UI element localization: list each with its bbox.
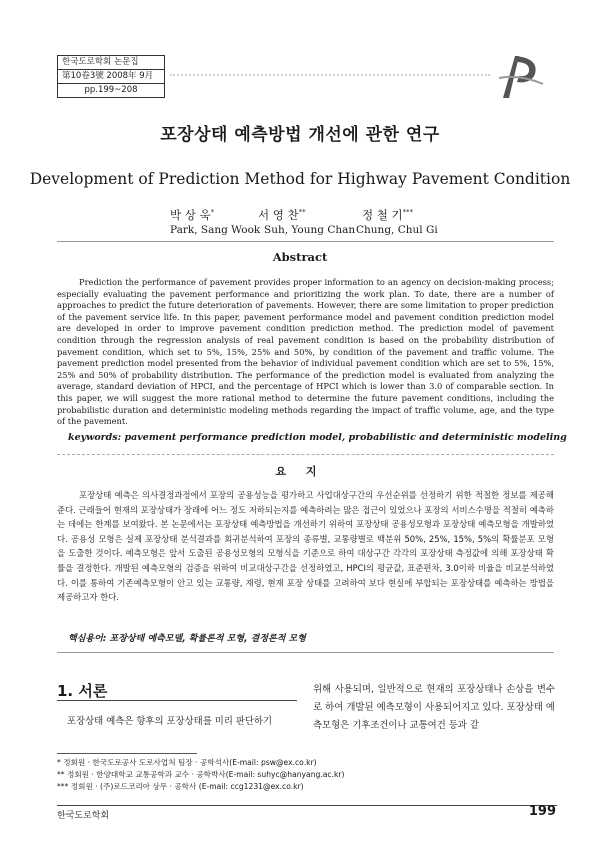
title-english: Development of Prediction Method for Highway Pavement Condition	[29, 170, 571, 188]
journal-issue: 第10卷3號 2008年 9月	[58, 70, 164, 84]
author-2-en: Suh, Young Chan	[264, 224, 356, 236]
footer-rule	[57, 805, 557, 806]
author-3-en: Chung, Chul Gi	[356, 224, 438, 236]
title-korean: 포장상태 예측방법 개선에 관한 연구	[160, 125, 440, 145]
author-2-ko: 서 영 찬**	[258, 208, 306, 222]
keywords: keywords: pavement performance prediction model, probabilistic and deterministic modeling	[68, 432, 567, 443]
journal-info-box	[57, 55, 165, 98]
abstract-text: Prediction the performance of pavement provides proper information to an agency on decision-making process; especially evaluating the pavement performance and prioritizing the work plan. To date, there are a number of approaches to predict the future deterioration of pavements. However, there are some limitation to proper prediction of the pavement service life. In this paper, pavement performance model and pavement condition prediction model are developed in order to improve pavement condition prediction method. The prediction model of pavement condition through the regression analysis of real pavement condition is based on the probability distribution of pavement condition, which set to 5%, 15%, 25% and 50%, by condition of the pavement and traffic volume. The pavement prediction model presented from the behavior of individual pavement condition which are set to 5%, 15%, 25% and 50% of probability distribution. The performance of the prediction model is evaluated from analyzing the average, standard deviation of HPCI, and the percentage of HPCI which is lower than 3.0 of comparable section. In this paper, we will suggest the more rational method to determine the future pavement conditions, including the probabilistic duration and deterministic modeling methods regarding the impact of traffic volume, age, and the type of the pavement.	[57, 277, 554, 427]
divider	[57, 652, 554, 653]
footnote-rule	[57, 753, 197, 754]
journal-pages: pp.199~208	[84, 85, 138, 95]
footnote-1: * 정회원 · 한국도로공사 도로사업처 팀장 · 공학석사(E-mail: psw@ex.co.kr)	[57, 758, 317, 767]
korean-abstract-text: 포장상태 예측은 의사결정과정에서 포장의 공용성능을 평가하고 사업대상구간의 우선순위를 선정하기 위한 적절한 정보를 제공해준다. 근래들어 현재의 포장상태가 장래에 어느 정도 저하되는지를 예측하려는 많은 접근이 있었으나 포장의 서비스수명을 적절히 예측하는 데에는 한계를 보여왔다. 본 논문에서는 포장상태 예측방법을 개선하기 위하여 포장상태 공용성모형과 포장상태 예측모형을 개발하였다. 공용성 모형은 실제 포장상태 분석결과를 회귀분석하여 포장의 종류별, 교통량별로 백분위 50%, 25%, 15%, 5%의 확률분포 모형을 도출한 것이다. 예측모형은 앞서 도출된 공용성모형의 모형식을 기준으로 하여 대상구간 각각의 포장상태 측정값에 의해 포장상태 확률을 결정한다. 개발된 예측모형의 검증을 위하여 비교대상구간을 선정하였고, HPCI의 평균값, 표준편차, 3.0이하 비율을 비교분석하였다. 이를 통하여 기존예측모형이 안고 있는 교통량, 재령, 현재 포장 상태를 고려하여 보다 현실에 부합되는 포장상태를 예측하는 방법을 제공하고자 한다.	[57, 490, 554, 603]
footnote-3: *** 정회원 · (주)로드코리아 상무 · 공학사 (E-mail: ccg1231@ex.co.kr)	[57, 782, 304, 791]
header-dotted-line	[170, 74, 490, 76]
author-footnotes	[57, 757, 557, 793]
body-left-column: 포장상태 예측은 향후의 포장상태를 미리 판단하기	[67, 716, 273, 727]
korean-abstract-heading: 요 지	[275, 465, 325, 478]
journal-logo-icon	[495, 48, 545, 100]
keywords-korean: 핵심용어: 포장상태 예측모델, 확률론적 모형, 결정론적 모형	[68, 634, 306, 644]
page-number: 199	[528, 804, 556, 819]
author-1-en: Park, Sang Wook	[170, 224, 261, 236]
footer-journal-name: 한국도로학회	[57, 811, 110, 821]
author-3-ko: 정 철 기***	[362, 208, 414, 222]
section-heading: 1. 서론	[57, 682, 108, 700]
divider	[57, 454, 554, 455]
section-underline	[57, 700, 297, 701]
body-right-column: 위해 사용되며, 일반적으로 현재의 포장상태나 손상을 변수로 하여 개발된 예측모형이 사용되어지고 있다. 포장상태 예측모형은 기후조건이나 교통여건 등과 같	[313, 684, 555, 731]
footnote-2: ** 정회원 · 한양대학교 교통공학과 교수 · 공학박사(E-mail: suhyc@hanyang.ac.kr)	[57, 770, 345, 779]
divider	[57, 241, 554, 242]
abstract-heading: Abstract	[272, 250, 328, 264]
author-1-ko: 박 상 욱*	[170, 208, 215, 222]
journal-name: 한국도로학회 논문집	[58, 56, 164, 70]
